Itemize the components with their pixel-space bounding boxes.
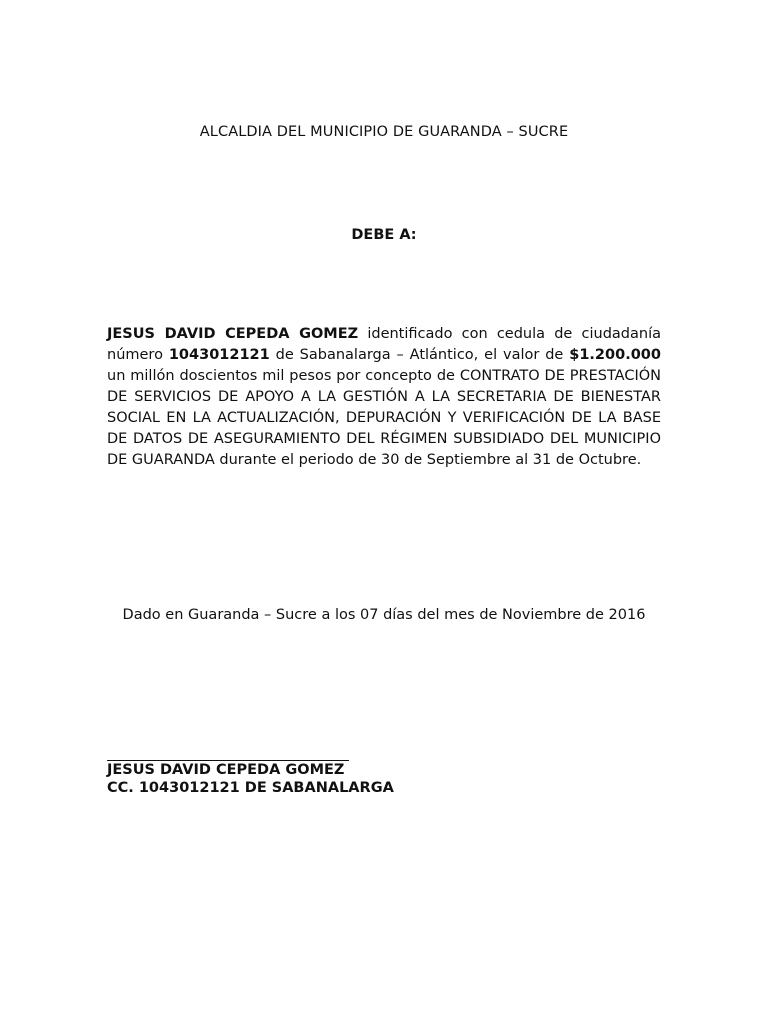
id-number: 1043012121 xyxy=(168,347,270,363)
body-text-2: de Sabanalarga – Atlántico, el valor de xyxy=(269,347,570,363)
body-text-1: identificado con cedula de ciudadanía número xyxy=(107,326,661,363)
document-header: ALCALDIA DEL MUNICIPIO DE GUARANDA – SUCRE xyxy=(199,124,569,140)
creditor-name: JESUS DAVID CEPEDA GOMEZ xyxy=(107,326,359,342)
debe-heading: DEBE A: xyxy=(351,227,417,243)
body-paragraph xyxy=(107,324,661,471)
body-text-3: un millón doscientos mil pesos por concepto de CONTRATO DE PRESTACIÓN DE SERVICIOS DE APOYO A LA GESTIÓN A LA SECRETARIA DE BIENESTAR SOCIAL EN LA ACTUALIZACIÓN, DEPURACIÓN Y VERIFICACIÓN DE LA BASE DE DATOS DE ASEGURAMIENTO DEL RÉGIMEN SUBSIDIADO DEL MUNICIPIO DE GUARANDA durante el periodo de 30 de Septiembre al 31 de Octubre. xyxy=(107,368,661,468)
date-place-line: Dado en Guaranda – Sucre a los 07 días del mes de Noviembre de 2016 xyxy=(122,607,646,623)
signature-name: JESUS DAVID CEPEDA GOMEZ xyxy=(107,762,345,778)
signature-cc: CC. 1043012121 DE SABANALARGA xyxy=(107,780,394,796)
amount: $1.200.000 xyxy=(569,347,661,363)
